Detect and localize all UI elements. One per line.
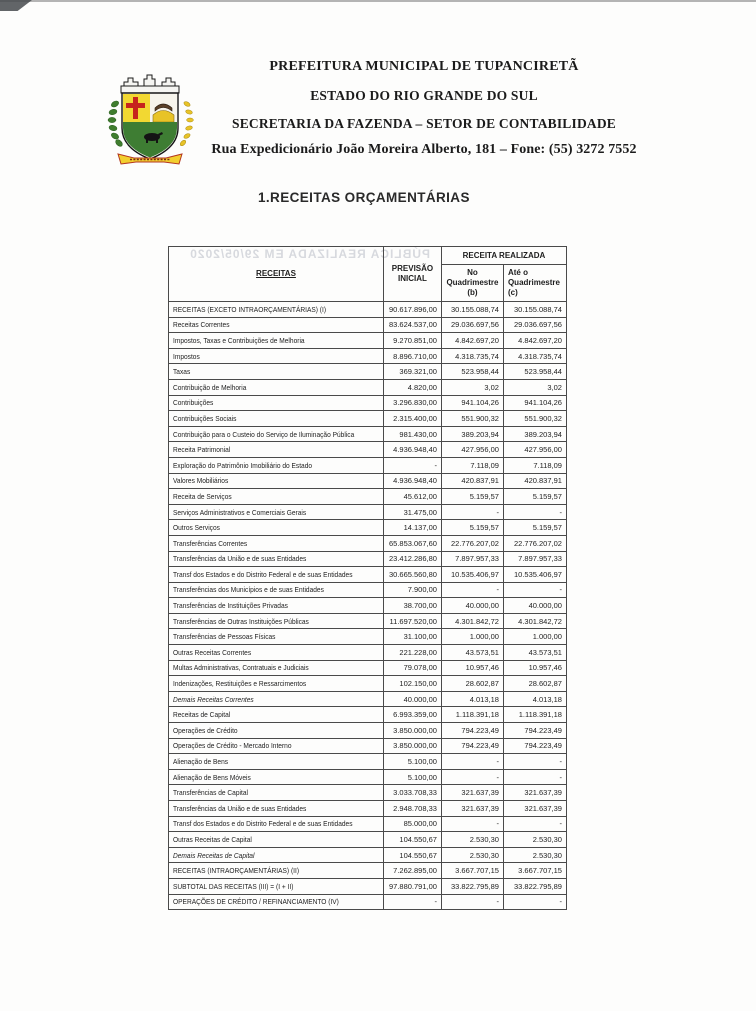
- row-no-quadrimestre-cell: 5.159,57: [441, 520, 503, 536]
- table-row: [169, 442, 567, 458]
- row-previsao-cell: 6.993.359,00: [383, 707, 441, 723]
- row-ate-quadrimestre-cell: 794.223,49: [503, 738, 566, 754]
- row-receita-cell: [169, 317, 384, 333]
- row-receita-cell: [169, 676, 384, 692]
- row-ate-quadrimestre-cell: 4.013,18: [503, 691, 566, 707]
- row-previsao-cell: 3.850.000,00: [383, 738, 441, 754]
- row-ate-quadrimestre-cell: 40.000,00: [503, 598, 566, 614]
- row-receita-cell: [169, 520, 384, 536]
- row-receita-cell: [169, 785, 384, 801]
- state-line: ESTADO DO RIO GRANDE DO SUL: [310, 88, 538, 103]
- row-no-quadrimestre-cell: 4.842.697,20: [441, 333, 503, 349]
- row-receita-label: Contribuição de Melhoria: [173, 382, 247, 392]
- table-row: [169, 598, 567, 614]
- row-no-quadrimestre-cell: -: [441, 582, 503, 598]
- row-no-quadrimestre-cell: 4.013,18: [441, 691, 503, 707]
- row-previsao-cell: 4.936.948,40: [383, 442, 441, 458]
- row-receita-label: Transferências Correntes: [173, 538, 248, 548]
- row-receita-label: Outros Serviços: [173, 523, 220, 533]
- row-no-quadrimestre-cell: 29.036.697,56: [441, 317, 503, 333]
- row-previsao-cell: 11.697.520,00: [383, 613, 441, 629]
- row-ate-quadrimestre-cell: 794.223,49: [503, 723, 566, 739]
- revenue-table-body: [169, 302, 567, 910]
- row-previsao-cell: -: [383, 457, 441, 473]
- table-row: [169, 676, 567, 692]
- row-receita-label: Transferências de Pessoas Físicas: [173, 632, 276, 642]
- row-no-quadrimestre-cell: 33.822.795,89: [441, 878, 503, 894]
- row-no-quadrimestre-cell: 523.958,44: [441, 364, 503, 380]
- row-no-quadrimestre-cell: 7.118,09: [441, 457, 503, 473]
- row-receita-label: Contribuições: [173, 398, 214, 408]
- row-receita-label: Taxas: [173, 367, 191, 377]
- row-receita-label: Impostos: [173, 351, 200, 361]
- row-receita-label: RECEITAS (EXCETO INTRAORÇAMENTÁRIAS) (I): [173, 304, 327, 314]
- row-receita-label: Valores Mobiliários: [173, 476, 229, 486]
- table-row: [169, 520, 567, 536]
- row-ate-quadrimestre-cell: 420.837,91: [503, 473, 566, 489]
- table-row: [169, 629, 567, 645]
- row-no-quadrimestre-cell: -: [441, 769, 503, 785]
- table-row: [169, 379, 567, 395]
- row-receita-label: Demais Receitas de Capital: [173, 850, 255, 860]
- row-ate-quadrimestre-cell: 5.159,57: [503, 520, 566, 536]
- row-ate-quadrimestre-cell: 1.118.391,18: [503, 707, 566, 723]
- table-row: [169, 785, 567, 801]
- address-line: Rua Expedicionário João Moreira Alberto, 181 – Fone: (55) 3272 7552: [211, 142, 637, 157]
- row-previsao-cell: 7.262.895,00: [383, 863, 441, 879]
- row-receita-label: Receita de Serviços: [173, 491, 232, 501]
- table-row: [169, 302, 567, 318]
- row-ate-quadrimestre-cell: -: [503, 504, 566, 520]
- row-previsao-cell: 104.550,67: [383, 847, 441, 863]
- row-no-quadrimestre-cell: 420.837,91: [441, 473, 503, 489]
- row-no-quadrimestre-cell: 321.637,39: [441, 801, 503, 817]
- row-previsao-cell: 83.624.537,00: [383, 317, 441, 333]
- row-receita-label: Exploração do Patrimônio Imobiliário do Estado: [173, 460, 313, 470]
- org-name: PREFEITURA MUNICIPAL DE TUPANCIRETÃ: [269, 59, 579, 74]
- no-quadrimestre-label: No Quadrimestre: [446, 268, 499, 287]
- col-header-receitas: [169, 247, 384, 302]
- table-row: [169, 738, 567, 754]
- table-row: [169, 411, 567, 427]
- row-previsao-cell: 45.612,00: [383, 489, 441, 505]
- row-receita-cell: [169, 769, 384, 785]
- row-receita-label: OPERAÇÕES DE CRÉDITO / REFINANCIAMENTO (IV): [173, 897, 339, 907]
- row-previsao-cell: 65.853.067,60: [383, 535, 441, 551]
- row-no-quadrimestre-cell: 4.318.735,74: [441, 348, 503, 364]
- row-ate-quadrimestre-cell: 523.958,44: [503, 364, 566, 380]
- row-receita-label: Demais Receitas Correntes: [173, 694, 254, 704]
- row-ate-quadrimestre-cell: 43.573,51: [503, 645, 566, 661]
- row-previsao-cell: 8.896.710,00: [383, 348, 441, 364]
- row-previsao-cell: 5.100,00: [383, 769, 441, 785]
- row-receita-label: Receitas de Capital: [173, 710, 231, 720]
- row-receita-label: Indenizações, Restituições e Ressarcimentos: [173, 679, 307, 689]
- row-receita-cell: [169, 691, 384, 707]
- row-receita-cell: [169, 302, 384, 318]
- row-previsao-cell: 221.228,00: [383, 645, 441, 661]
- row-previsao-cell: 38.700,00: [383, 598, 441, 614]
- row-ate-quadrimestre-cell: 2.530,30: [503, 832, 566, 848]
- table-row: [169, 489, 567, 505]
- row-receita-cell: [169, 364, 384, 380]
- row-receita-cell: [169, 816, 384, 832]
- row-ate-quadrimestre-cell: -: [503, 816, 566, 832]
- row-receita-cell: [169, 489, 384, 505]
- row-ate-quadrimestre-cell: 4.301.842,72: [503, 613, 566, 629]
- table-row: [169, 504, 567, 520]
- row-previsao-cell: 4.820,00: [383, 379, 441, 395]
- row-ate-quadrimestre-cell: 28.602,87: [503, 676, 566, 692]
- table-row: [169, 769, 567, 785]
- section-title: 1.RECEITAS ORÇAMENTÁRIAS: [258, 190, 470, 205]
- row-receita-cell: [169, 832, 384, 848]
- row-previsao-cell: -: [383, 894, 441, 910]
- row-previsao-cell: 3.296.830,00: [383, 395, 441, 411]
- table-row: [169, 878, 567, 894]
- table-row: [169, 317, 567, 333]
- row-no-quadrimestre-cell: -: [441, 894, 503, 910]
- row-ate-quadrimestre-cell: -: [503, 894, 566, 910]
- row-receita-cell: [169, 504, 384, 520]
- table-row: [169, 801, 567, 817]
- row-ate-quadrimestre-cell: 7.897.957,33: [503, 551, 566, 567]
- table-row: [169, 645, 567, 661]
- row-receita-label: Receitas Correntes: [173, 320, 230, 330]
- col-header-ate-quadrimestre: [503, 265, 566, 302]
- row-ate-quadrimestre-cell: 1.000,00: [503, 629, 566, 645]
- row-receita-cell: [169, 894, 384, 910]
- row-previsao-cell: 2.315.400,00: [383, 411, 441, 427]
- row-receita-cell: [169, 629, 384, 645]
- row-no-quadrimestre-cell: 794.223,49: [441, 738, 503, 754]
- row-previsao-cell: 5.100,00: [383, 754, 441, 770]
- row-receita-label: Transferências da União e de suas Entidades: [173, 803, 307, 813]
- row-no-quadrimestre-cell: 22.776.207,02: [441, 535, 503, 551]
- ate-quadrimestre-label: Até o Quadrimestre: [507, 268, 560, 287]
- row-no-quadrimestre-cell: 30.155.088,74: [441, 302, 503, 318]
- row-ate-quadrimestre-cell: 29.036.697,56: [503, 317, 566, 333]
- row-previsao-cell: 14.137,00: [383, 520, 441, 536]
- table-row: [169, 348, 567, 364]
- row-no-quadrimestre-cell: -: [441, 816, 503, 832]
- row-receita-cell: [169, 535, 384, 551]
- row-no-quadrimestre-cell: 43.573,51: [441, 645, 503, 661]
- row-ate-quadrimestre-cell: 4.842.697,20: [503, 333, 566, 349]
- table-row: [169, 567, 567, 583]
- row-no-quadrimestre-cell: 941.104,26: [441, 395, 503, 411]
- row-previsao-cell: 30.665.560,80: [383, 567, 441, 583]
- row-no-quadrimestre-cell: 5.159,57: [441, 489, 503, 505]
- row-previsao-cell: 23.412.286,80: [383, 551, 441, 567]
- row-receita-cell: [169, 333, 384, 349]
- row-ate-quadrimestre-cell: 3.667.707,15: [503, 863, 566, 879]
- row-no-quadrimestre-cell: 389.203,94: [441, 426, 503, 442]
- row-ate-quadrimestre-cell: 2.530,30: [503, 847, 566, 863]
- row-previsao-cell: 4.936.948,40: [383, 473, 441, 489]
- row-receita-cell: [169, 707, 384, 723]
- ate-quadrimestre-tag: (c): [507, 288, 518, 297]
- row-no-quadrimestre-cell: 28.602,87: [441, 676, 503, 692]
- row-previsao-cell: 102.150,00: [383, 676, 441, 692]
- row-no-quadrimestre-cell: 10.957,46: [441, 660, 503, 676]
- table-header-row-group: [169, 247, 567, 265]
- row-previsao-cell: 3.850.000,00: [383, 723, 441, 739]
- table-row: [169, 816, 567, 832]
- row-previsao-cell: 97.880.791,00: [383, 878, 441, 894]
- department-line: SECRETARIA DA FAZENDA – SETOR DE CONTABILIDADE: [231, 115, 617, 131]
- table-row: [169, 754, 567, 770]
- row-previsao-cell: 981.430,00: [383, 426, 441, 442]
- row-receita-label: Serviços Administrativos e Comerciais Gerais: [173, 507, 307, 517]
- row-no-quadrimestre-cell: 40.000,00: [441, 598, 503, 614]
- row-no-quadrimestre-cell: -: [441, 754, 503, 770]
- row-receita-label: SUBTOTAL DAS RECEITAS (III) = (I + II): [173, 881, 294, 891]
- row-no-quadrimestre-cell: 1.000,00: [441, 629, 503, 645]
- col-header-previsao-inicial: PREVISÃO INICIAL: [383, 247, 441, 302]
- row-ate-quadrimestre-cell: 551.900,32: [503, 411, 566, 427]
- row-ate-quadrimestre-cell: 941.104,26: [503, 395, 566, 411]
- row-receita-label: Contribuição para o Custeio do Serviço de Iluminação Pública: [173, 429, 355, 439]
- row-previsao-cell: 31.100,00: [383, 629, 441, 645]
- row-previsao-cell: 79.078,00: [383, 660, 441, 676]
- row-receita-cell: [169, 379, 384, 395]
- row-receita-label: Operações de Crédito - Mercado Interno: [173, 741, 292, 751]
- row-previsao-cell: 40.000,00: [383, 691, 441, 707]
- row-receita-cell: [169, 457, 384, 473]
- row-ate-quadrimestre-cell: -: [503, 582, 566, 598]
- table-row: [169, 613, 567, 629]
- table-row: [169, 364, 567, 380]
- row-receita-cell: [169, 598, 384, 614]
- scan-edge-artifact: [0, 0, 756, 2]
- row-receita-label: Transferências de Capital: [173, 788, 248, 798]
- row-no-quadrimestre-cell: 10.535.406,97: [441, 567, 503, 583]
- row-no-quadrimestre-cell: 3.667.707,15: [441, 863, 503, 879]
- row-receita-label: Transf dos Estados e do Distrito Federal e de suas Entidades: [173, 569, 353, 579]
- row-receita-cell: [169, 395, 384, 411]
- col-group-receita-realizada: RECEITA REALIZADA: [441, 247, 566, 265]
- row-ate-quadrimestre-cell: -: [503, 769, 566, 785]
- table-row: [169, 863, 567, 879]
- row-receita-label: Outras Receitas de Capital: [173, 834, 252, 844]
- row-ate-quadrimestre-cell: 389.203,94: [503, 426, 566, 442]
- row-receita-cell: [169, 738, 384, 754]
- row-previsao-cell: 369.321,00: [383, 364, 441, 380]
- row-no-quadrimestre-cell: 427.956,00: [441, 442, 503, 458]
- row-receita-label: RECEITAS (INTRAORÇAMENTÁRIAS) (II): [173, 866, 300, 876]
- row-ate-quadrimestre-cell: 4.318.735,74: [503, 348, 566, 364]
- row-receita-label: Transferências de Instituições Privadas: [173, 601, 288, 611]
- table-row: [169, 832, 567, 848]
- table-row: [169, 894, 567, 910]
- row-receita-cell: [169, 660, 384, 676]
- row-receita-cell: [169, 613, 384, 629]
- row-receita-label: Multas Administrativas, Contratuais e Judiciais: [173, 663, 309, 673]
- row-ate-quadrimestre-cell: 30.155.088,74: [503, 302, 566, 318]
- row-previsao-cell: 90.617.896,00: [383, 302, 441, 318]
- row-no-quadrimestre-cell: 2.530,30: [441, 847, 503, 863]
- row-receita-label: Alienação de Bens Móveis: [173, 772, 251, 782]
- table-row: [169, 723, 567, 739]
- scan-corner-artifact: [0, 0, 32, 11]
- row-receita-label: Impostos, Taxas e Contribuições de Melhoria: [173, 335, 305, 345]
- row-previsao-cell: 9.270.851,00: [383, 333, 441, 349]
- row-previsao-cell: 2.948.708,33: [383, 801, 441, 817]
- row-receita-cell: [169, 878, 384, 894]
- col-header-no-quadrimestre: [441, 265, 503, 302]
- row-ate-quadrimestre-cell: 321.637,39: [503, 785, 566, 801]
- col-header-receitas-label: RECEITAS: [256, 269, 296, 278]
- row-receita-cell: [169, 754, 384, 770]
- row-previsao-cell: 7.900,00: [383, 582, 441, 598]
- row-ate-quadrimestre-cell: 7.118,09: [503, 457, 566, 473]
- row-no-quadrimestre-cell: 2.530,30: [441, 832, 503, 848]
- row-receita-label: Outras Receitas Correntes: [173, 647, 252, 657]
- row-receita-label: Contribuições Sociais: [173, 413, 237, 423]
- row-receita-cell: [169, 723, 384, 739]
- row-receita-cell: [169, 645, 384, 661]
- table-row: [169, 707, 567, 723]
- table-row: [169, 333, 567, 349]
- row-no-quadrimestre-cell: 551.900,32: [441, 411, 503, 427]
- row-ate-quadrimestre-cell: 22.776.207,02: [503, 535, 566, 551]
- row-ate-quadrimestre-cell: 10.957,46: [503, 660, 566, 676]
- row-receita-cell: [169, 567, 384, 583]
- row-receita-label: Operações de Crédito: [173, 725, 238, 735]
- row-previsao-cell: 31.475,00: [383, 504, 441, 520]
- row-no-quadrimestre-cell: 7.897.957,33: [441, 551, 503, 567]
- row-ate-quadrimestre-cell: -: [503, 754, 566, 770]
- row-receita-cell: [169, 348, 384, 364]
- row-receita-cell: [169, 847, 384, 863]
- row-no-quadrimestre-cell: 1.118.391,18: [441, 707, 503, 723]
- row-ate-quadrimestre-cell: 5.159,57: [503, 489, 566, 505]
- letterhead: [92, 60, 756, 157]
- row-receita-label: Receita Patrimonial: [173, 445, 231, 455]
- row-receita-label: Transferências de Outras Instituições Públicas: [173, 616, 309, 626]
- row-previsao-cell: 3.033.708,33: [383, 785, 441, 801]
- row-ate-quadrimestre-cell: 10.535.406,97: [503, 567, 566, 583]
- row-receita-label: Alienação de Bens: [173, 757, 229, 767]
- row-receita-label: Transferências dos Municípios e de suas Entidades: [173, 585, 324, 595]
- row-ate-quadrimestre-cell: 321.637,39: [503, 801, 566, 817]
- bleedthrough-watermark: PÚBLICA REALIZADA EM 29/05/2020: [189, 247, 430, 261]
- table-row: [169, 847, 567, 863]
- row-ate-quadrimestre-cell: 3,02: [503, 379, 566, 395]
- row-ate-quadrimestre-cell: 427.956,00: [503, 442, 566, 458]
- row-receita-cell: [169, 863, 384, 879]
- table-row: [169, 426, 567, 442]
- row-receita-cell: [169, 442, 384, 458]
- no-quadrimestre-tag: (b): [467, 288, 478, 297]
- row-no-quadrimestre-cell: 321.637,39: [441, 785, 503, 801]
- row-receita-cell: [169, 426, 384, 442]
- row-no-quadrimestre-cell: 794.223,49: [441, 723, 503, 739]
- table-row: [169, 457, 567, 473]
- row-receita-cell: [169, 473, 384, 489]
- row-receita-label: Transf dos Estados e do Distrito Federal e de suas Entidades: [173, 819, 353, 829]
- row-receita-cell: [169, 801, 384, 817]
- table-row: [169, 535, 567, 551]
- row-previsao-cell: 104.550,67: [383, 832, 441, 848]
- table-row: [169, 473, 567, 489]
- row-receita-cell: [169, 551, 384, 567]
- row-previsao-cell: 85.000,00: [383, 816, 441, 832]
- row-no-quadrimestre-cell: -: [441, 504, 503, 520]
- row-no-quadrimestre-cell: 4.301.842,72: [441, 613, 503, 629]
- table-row: [169, 551, 567, 567]
- table-row: [169, 582, 567, 598]
- row-receita-cell: [169, 582, 384, 598]
- table-row: [169, 660, 567, 676]
- row-no-quadrimestre-cell: 3,02: [441, 379, 503, 395]
- row-ate-quadrimestre-cell: 33.822.795,89: [503, 878, 566, 894]
- table-row: [169, 395, 567, 411]
- row-receita-label: Transferências da União e de suas Entidades: [173, 554, 307, 564]
- row-receita-cell: [169, 411, 384, 427]
- revenue-table: [168, 246, 567, 910]
- table-row: [169, 691, 567, 707]
